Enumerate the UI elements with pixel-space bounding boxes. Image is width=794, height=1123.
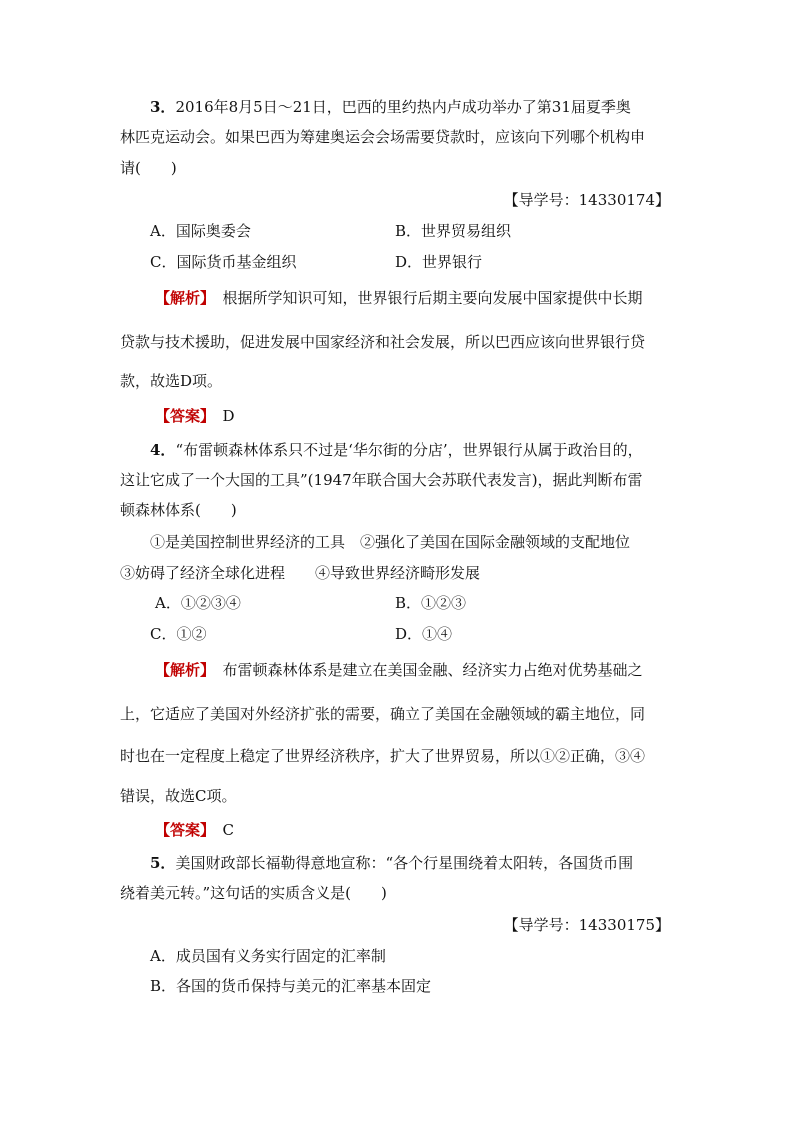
question-3-option-d: D．世界银行 — [395, 253, 483, 271]
question-4-option-d: D．①④ — [395, 625, 453, 643]
question-3-analysis-line-2: 贷款与技术援助，促进发展中国家经济和社会发展，所以巴西应该向世界银行贷 — [120, 333, 646, 351]
question-4-analysis-line-1: 【解析】 布雷顿森林体系是建立在美国金融、经济实力占绝对优势基础之 — [155, 661, 643, 679]
question-4-analysis-line-2: 上，它适应了美国对外经济扩张的需要，确立了美国在金融领域的霸主地位，同 — [120, 705, 646, 723]
question-3-number: 3． — [150, 98, 176, 116]
question-4-line-2: 这让它成了一个大国的工具”(1947年联合国大会苏联代表发言)，据此判断布雷 — [120, 471, 643, 489]
question-4-number: 4． — [150, 441, 176, 459]
question-4-option-b: B．①②③ — [395, 594, 467, 612]
question-5-line-2: 绕着美元转。”这句话的实质含义是( ) — [120, 884, 387, 902]
answer-tag: 【答案】 — [155, 821, 208, 839]
question-4-analysis-line-3: 时也在一定程度上稳定了世界经济秩序，扩大了世界贸易，所以①②正确，③④ — [120, 747, 646, 765]
question-4-statement-1: ①是美国控制世界经济的工具 ②强化了美国在国际金融领域的支配地位 — [150, 533, 631, 551]
analysis-tag: 【解析】 — [155, 289, 208, 307]
question-4-statement-2: ③妨碍了经济全球化进程 ④导致世界经济畸形发展 — [120, 564, 481, 582]
question-4-answer: 【答案】 C — [155, 821, 235, 839]
question-5-line-1: 5．美国财政部长福勒得意地宣称：“各个行星围绕着太阳转，各国货币围 — [150, 854, 634, 872]
question-4-option-c: C．①② — [150, 625, 207, 643]
question-3-line-2: 林匹克运动会。如果巴西为筹建奥运会会场需要贷款时，应该向下列哪个机构申 — [120, 128, 646, 146]
question-4-line-3: 顿森林体系( ) — [120, 501, 237, 519]
question-3-option-c: C．国际货币基金组织 — [150, 253, 297, 271]
question-4-option-a: A．①②③④ — [155, 594, 241, 612]
question-5-number: 5． — [150, 854, 176, 872]
question-5-option-a: A．成员国有义务实行固定的汇率制 — [150, 947, 386, 965]
question-5-option-b: B．各国的货币保持与美元的汇率基本固定 — [150, 977, 432, 995]
question-3-analysis-line-3: 款，故选D项。 — [120, 372, 223, 390]
answer-tag: 【答案】 — [155, 407, 208, 425]
question-3-option-b: B．世界贸易组织 — [395, 222, 512, 240]
question-3-line-3: 请( ) — [120, 159, 177, 177]
analysis-tag: 【解析】 — [155, 661, 208, 679]
question-3-guide-number: 【导学号：14330174】 — [503, 191, 670, 209]
question-5-guide-number: 【导学号：14330175】 — [503, 916, 670, 934]
question-3-analysis-line-1: 【解析】 根据所学知识可知，世界银行后期主要向发展中国家提供中长期 — [155, 289, 643, 307]
question-3-option-a: A．国际奥委会 — [150, 222, 251, 240]
question-4-analysis-line-4: 错误，故选C项。 — [120, 787, 237, 805]
question-3-line-1: 3．2016年8月5日～21日，巴西的里约热内卢成功举办了第31届夏季奥 — [150, 98, 631, 116]
question-4-line-1: 4．“布雷顿森林体系只不过是‘华尔街的分店’，世界银行从属于政治目的， — [150, 441, 643, 459]
question-3-answer: 【答案】 D — [155, 407, 235, 425]
